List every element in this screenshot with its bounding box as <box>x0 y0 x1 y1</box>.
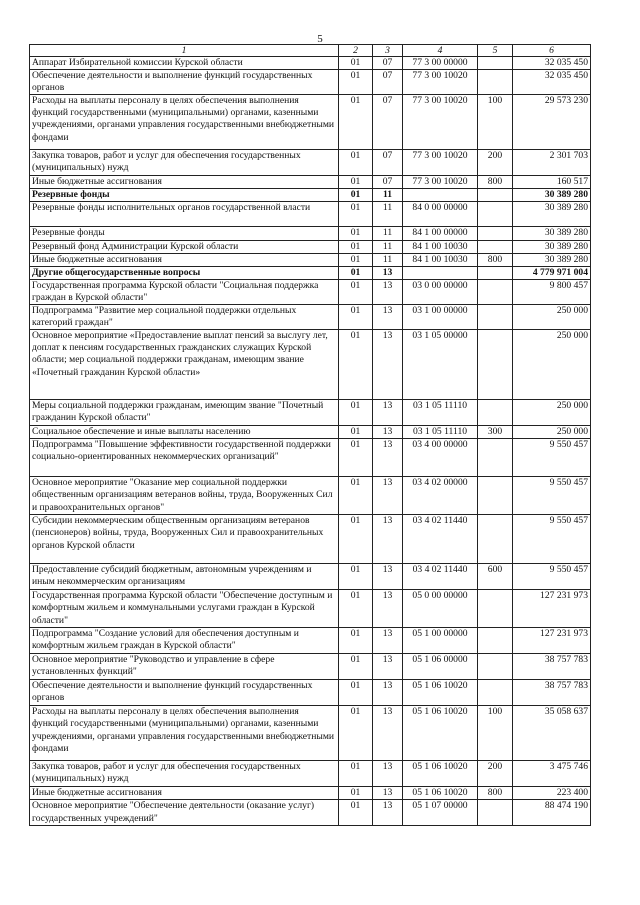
table-row <box>30 590 591 628</box>
cell-section: 01 <box>339 176 373 189</box>
cell-amount: 2 301 703 <box>513 150 591 176</box>
header-col-2: 2 <box>339 45 373 57</box>
cell-name: Основное мероприятие "Руководство и управление в сфере установленных функций" <box>30 654 339 680</box>
cell-subsection: 07 <box>373 95 403 150</box>
cell-target-article: 77 3 00 00000 <box>403 57 478 70</box>
cell-subsection: 13 <box>373 400 403 426</box>
cell-section: 01 <box>339 439 373 477</box>
header-col-5: 5 <box>478 45 513 57</box>
cell-name: Иные бюджетные ассигнования <box>30 253 339 266</box>
cell-name: Обеспечение деятельности и выполнение функций государственных органов <box>30 680 339 706</box>
cell-expense-type <box>478 628 513 654</box>
table-row <box>30 426 591 439</box>
cell-expense-type <box>478 279 513 304</box>
table-row <box>30 680 591 706</box>
cell-target-article: 05 1 06 10020 <box>403 706 478 761</box>
cell-expense-type: 300 <box>478 426 513 439</box>
cell-section: 01 <box>339 400 373 426</box>
cell-subsection: 13 <box>373 515 403 564</box>
cell-expense-type <box>478 515 513 564</box>
cell-target-article: 77 3 00 10020 <box>403 176 478 189</box>
header-col-3: 3 <box>373 45 403 57</box>
cell-name: Государственная программа Курской области "Социальная поддержка граждан в Курской области" <box>30 279 339 304</box>
cell-target-article: 03 4 02 11440 <box>403 564 478 590</box>
cell-name: Резервный фонд Администрации Курской области <box>30 240 339 253</box>
cell-subsection: 07 <box>373 70 403 95</box>
cell-amount: 29 573 230 <box>513 95 591 150</box>
cell-target-article: 03 1 05 11110 <box>403 400 478 426</box>
cell-expense-type: 100 <box>478 95 513 150</box>
cell-name: Резервные фонды <box>30 189 339 202</box>
cell-expense-type <box>478 57 513 70</box>
cell-name: Иные бюджетные ассигнования <box>30 787 339 800</box>
cell-amount: 38 757 783 <box>513 680 591 706</box>
cell-target-article: 03 4 00 00000 <box>403 439 478 477</box>
cell-subsection: 13 <box>373 426 403 439</box>
cell-subsection: 13 <box>373 654 403 680</box>
table-row <box>30 95 591 150</box>
cell-expense-type <box>478 266 513 279</box>
cell-target-article: 03 4 02 11440 <box>403 515 478 564</box>
cell-target-article: 77 3 00 10020 <box>403 150 478 176</box>
cell-section: 01 <box>339 240 373 253</box>
cell-name: Основное мероприятие "Оказание мер социальной поддержки общественным организациям ветеранов войны, труда, Вооруженных Сил и правоохранительных органов" <box>30 477 339 515</box>
cell-target-article: 03 1 05 11110 <box>403 426 478 439</box>
cell-amount: 160 517 <box>513 176 591 189</box>
cell-section: 01 <box>339 150 373 176</box>
cell-target-article: 77 3 00 10020 <box>403 70 478 95</box>
table-row <box>30 439 591 477</box>
header-col-6: 6 <box>513 45 591 57</box>
cell-target-article: 84 1 00 00000 <box>403 227 478 240</box>
cell-target-article: 77 3 00 10020 <box>403 95 478 150</box>
page-number: 5 <box>317 33 323 45</box>
cell-name: Меры социальной поддержки гражданам, имеющим звание "Почетный гражданин Курской области" <box>30 400 339 426</box>
table-row <box>30 253 591 266</box>
cell-amount: 38 757 783 <box>513 654 591 680</box>
table-row <box>30 515 591 564</box>
cell-section: 01 <box>339 515 373 564</box>
cell-name: Государственная программа Курской области "Обеспечение доступным и комфортным жильем и коммунальными услугами граждан в Курской области" <box>30 590 339 628</box>
table-row <box>30 266 591 279</box>
cell-name: Резервные фонды исполнительных органов государственной власти <box>30 202 339 227</box>
cell-subsection: 13 <box>373 628 403 654</box>
cell-amount: 32 035 450 <box>513 70 591 95</box>
budget-table <box>29 44 591 826</box>
cell-section: 01 <box>339 266 373 279</box>
cell-subsection: 11 <box>373 189 403 202</box>
table-row <box>30 400 591 426</box>
cell-amount: 30 389 280 <box>513 202 591 227</box>
cell-section: 01 <box>339 70 373 95</box>
cell-expense-type: 800 <box>478 253 513 266</box>
cell-amount: 250 000 <box>513 305 591 330</box>
cell-subsection: 13 <box>373 477 403 515</box>
header-col-1: 1 <box>30 45 339 57</box>
table-row <box>30 279 591 304</box>
cell-section: 01 <box>339 787 373 800</box>
cell-section: 01 <box>339 189 373 202</box>
cell-name: Подпрограмма "Создание условий для обеспечения доступным и комфортным жильем граждан в Курской области" <box>30 628 339 654</box>
cell-name: Другие общегосударственные вопросы <box>30 266 339 279</box>
cell-subsection: 07 <box>373 176 403 189</box>
cell-section: 01 <box>339 426 373 439</box>
table-row <box>30 189 591 202</box>
table-row <box>30 706 591 761</box>
cell-name: Подпрограмма "Повышение эффективности государственной поддержки социально-ориентированных некоммерческих организаций" <box>30 439 339 477</box>
cell-name: Резервные фонды <box>30 227 339 240</box>
cell-section: 01 <box>339 95 373 150</box>
cell-section: 01 <box>339 202 373 227</box>
cell-section: 01 <box>339 564 373 590</box>
cell-subsection: 11 <box>373 202 403 227</box>
cell-section: 01 <box>339 654 373 680</box>
cell-section: 01 <box>339 253 373 266</box>
cell-amount: 9 550 457 <box>513 439 591 477</box>
cell-amount: 30 389 280 <box>513 253 591 266</box>
cell-section: 01 <box>339 680 373 706</box>
cell-name: Расходы на выплаты персоналу в целях обеспечения выполнения функций государственными (муниципальными) органами, казенными учреждениями, органами управления государственными внебюджетными фондами <box>30 95 339 150</box>
cell-subsection: 11 <box>373 227 403 240</box>
table-row <box>30 176 591 189</box>
cell-target-article: 84 1 00 10030 <box>403 253 478 266</box>
cell-name: Закупка товаров, работ и услуг для обеспечения государственных (муниципальных) нужд <box>30 761 339 787</box>
table-row <box>30 654 591 680</box>
table-header-row <box>30 45 591 57</box>
cell-section: 01 <box>339 800 373 825</box>
cell-target-article: 05 1 06 10020 <box>403 761 478 787</box>
cell-amount: 9 800 457 <box>513 279 591 304</box>
table-row <box>30 305 591 330</box>
cell-target-article: 05 1 06 10020 <box>403 787 478 800</box>
cell-expense-type: 800 <box>478 787 513 800</box>
cell-section: 01 <box>339 305 373 330</box>
cell-amount: 223 400 <box>513 787 591 800</box>
cell-target-article: 03 4 02 00000 <box>403 477 478 515</box>
cell-target-article: 05 1 00 00000 <box>403 628 478 654</box>
cell-subsection: 07 <box>373 150 403 176</box>
cell-amount: 88 474 190 <box>513 800 591 825</box>
table-body <box>30 57 591 826</box>
cell-section: 01 <box>339 330 373 400</box>
cell-name: Основное мероприятие «Предоставление выплат пенсий за выслугу лет, доплат к пенсиям государственных гражданских служащих Курской области; мер социальной поддержки гражданам, имеющим звание «Почетный гражданин Курской области» <box>30 330 339 400</box>
cell-expense-type <box>478 590 513 628</box>
cell-expense-type <box>478 70 513 95</box>
cell-name: Субсидии некоммерческим общественным организациям ветеранов (пенсионеров) войны, труда, Вооруженных Сил и правоохранительных органов Курской области <box>30 515 339 564</box>
cell-section: 01 <box>339 477 373 515</box>
table-row <box>30 330 591 400</box>
table-row <box>30 477 591 515</box>
cell-expense-type <box>478 400 513 426</box>
table-row <box>30 202 591 227</box>
cell-target-article: 05 0 00 00000 <box>403 590 478 628</box>
cell-amount: 30 389 280 <box>513 189 591 202</box>
cell-subsection: 13 <box>373 266 403 279</box>
table-row <box>30 57 591 70</box>
cell-target-article: 84 0 00 00000 <box>403 202 478 227</box>
cell-name: Подпрограмма "Развитие мер социальной поддержки отдельных категорий граждан" <box>30 305 339 330</box>
cell-amount: 9 550 457 <box>513 477 591 515</box>
cell-expense-type <box>478 227 513 240</box>
cell-subsection: 13 <box>373 761 403 787</box>
table-row <box>30 761 591 787</box>
cell-amount: 250 000 <box>513 330 591 400</box>
cell-name: Обеспечение деятельности и выполнение функций государственных органов <box>30 70 339 95</box>
cell-subsection: 13 <box>373 787 403 800</box>
cell-subsection: 13 <box>373 330 403 400</box>
cell-amount: 3 475 746 <box>513 761 591 787</box>
cell-expense-type <box>478 305 513 330</box>
cell-amount: 32 035 450 <box>513 57 591 70</box>
table-row <box>30 800 591 825</box>
table-row <box>30 564 591 590</box>
cell-subsection: 13 <box>373 305 403 330</box>
cell-target-article: 03 1 05 00000 <box>403 330 478 400</box>
cell-amount: 9 550 457 <box>513 564 591 590</box>
cell-section: 01 <box>339 761 373 787</box>
cell-amount: 250 000 <box>513 400 591 426</box>
cell-expense-type: 100 <box>478 706 513 761</box>
cell-expense-type <box>478 202 513 227</box>
header-col-4: 4 <box>403 45 478 57</box>
cell-amount: 4 779 971 004 <box>513 266 591 279</box>
cell-subsection: 11 <box>373 253 403 266</box>
cell-section: 01 <box>339 279 373 304</box>
cell-name: Иные бюджетные ассигнования <box>30 176 339 189</box>
cell-target-article <box>403 266 478 279</box>
cell-section: 01 <box>339 57 373 70</box>
cell-expense-type <box>478 800 513 825</box>
cell-subsection: 11 <box>373 240 403 253</box>
cell-subsection: 13 <box>373 564 403 590</box>
cell-subsection: 13 <box>373 680 403 706</box>
cell-expense-type: 600 <box>478 564 513 590</box>
cell-name: Основное мероприятие "Обеспечение деятельности (оказание услуг) государственных учреждений" <box>30 800 339 825</box>
cell-section: 01 <box>339 590 373 628</box>
cell-expense-type: 800 <box>478 176 513 189</box>
cell-target-article: 03 1 00 00000 <box>403 305 478 330</box>
cell-amount: 127 231 973 <box>513 628 591 654</box>
cell-expense-type <box>478 680 513 706</box>
table-row <box>30 240 591 253</box>
table-row <box>30 70 591 95</box>
cell-name: Социальное обеспечение и иные выплаты населению <box>30 426 339 439</box>
cell-amount: 9 550 457 <box>513 515 591 564</box>
cell-section: 01 <box>339 706 373 761</box>
cell-amount: 30 389 280 <box>513 227 591 240</box>
cell-target-article <box>403 189 478 202</box>
cell-expense-type <box>478 477 513 515</box>
cell-subsection: 13 <box>373 590 403 628</box>
table-row <box>30 787 591 800</box>
cell-amount: 250 000 <box>513 426 591 439</box>
cell-subsection: 13 <box>373 800 403 825</box>
cell-target-article: 05 1 06 10020 <box>403 680 478 706</box>
cell-target-article: 05 1 06 00000 <box>403 654 478 680</box>
cell-target-article: 03 0 00 00000 <box>403 279 478 304</box>
cell-name: Аппарат Избирательной комиссии Курской области <box>30 57 339 70</box>
table-row <box>30 628 591 654</box>
cell-expense-type: 200 <box>478 150 513 176</box>
cell-expense-type <box>478 240 513 253</box>
cell-amount: 35 058 637 <box>513 706 591 761</box>
cell-expense-type <box>478 330 513 400</box>
cell-subsection: 13 <box>373 706 403 761</box>
cell-name: Предоставление субсидий бюджетным, автономным учреждениям и иным некоммерческим организациям <box>30 564 339 590</box>
cell-section: 01 <box>339 628 373 654</box>
cell-amount: 30 389 280 <box>513 240 591 253</box>
cell-target-article: 84 1 00 10030 <box>403 240 478 253</box>
cell-expense-type <box>478 439 513 477</box>
cell-expense-type <box>478 654 513 680</box>
cell-expense-type <box>478 189 513 202</box>
cell-amount: 127 231 973 <box>513 590 591 628</box>
cell-target-article: 05 1 07 00000 <box>403 800 478 825</box>
table-row <box>30 227 591 240</box>
cell-name: Закупка товаров, работ и услуг для обеспечения государственных (муниципальных) нужд <box>30 150 339 176</box>
table-row <box>30 150 591 176</box>
cell-subsection: 07 <box>373 57 403 70</box>
cell-section: 01 <box>339 227 373 240</box>
cell-expense-type: 200 <box>478 761 513 787</box>
cell-subsection: 13 <box>373 439 403 477</box>
cell-name: Расходы на выплаты персоналу в целях обеспечения выполнения функций государственными (муниципальными) органами, казенными учреждениями, органами управления государственными внебюджетными фондами <box>30 706 339 761</box>
cell-subsection: 13 <box>373 279 403 304</box>
